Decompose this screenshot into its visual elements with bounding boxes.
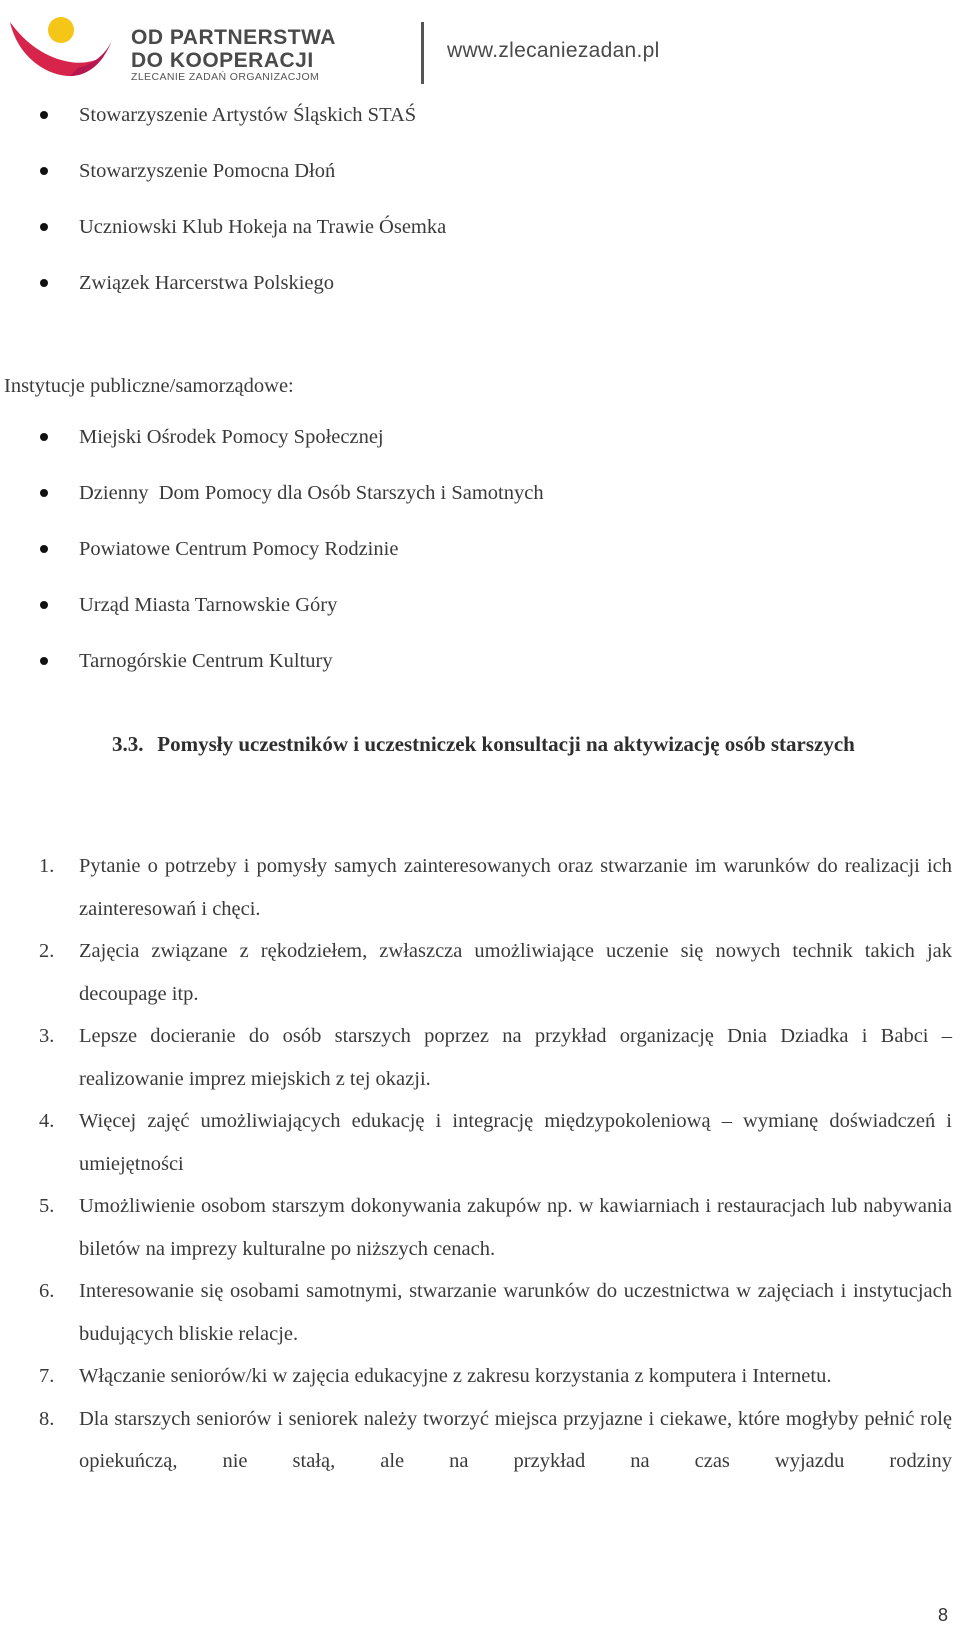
list-item: 5. Umożliwienie osobom starszym dokonywania zakupów np. w kawiarniach i restauracjach lub nabywania biletów na imprezy kulturalne po niższych cenach. [39,1195,952,1260]
website-url: www.zlecaniezadan.pl [447,39,660,62]
section-heading [112,724,960,764]
bullet-icon [40,223,48,231]
bullet-icon [40,601,48,609]
page-header [0,0,960,90]
list-item: 3. Lepsze docieranie do osób starszych poprzez na przykład organizację Dnia Dziadka i Babci – realizowanie imprez miejskich z tej okazji. [39,1025,952,1090]
program-logo-icon [8,10,114,82]
page-number: 8 [938,1605,949,1625]
bullet-icon [40,167,48,175]
list-item: 4. Więcej zajęć umożliwiających edukację i integrację międzypokoleniową – wymianę doświadczeń i umiejętności [39,1110,952,1175]
section-number: 3.3. [112,732,144,756]
bullet-icon [40,279,48,287]
public-institutions-label: Instytucje publiczne/samorządowe: [4,375,294,397]
brand-tagline: ZLECANIE ZADAŃ ORGANIZACJOM [131,71,320,83]
bullet-icon [40,489,48,497]
list-item: 2. Zajęcia związane z rękodziełem, zwłaszcza umożliwiające uczenie się nowych technik takich jak decoupage itp. [39,940,952,1005]
list-item: 1. Pytanie o potrzeby i pomysły samych zainteresowanych oraz stwarzanie im warunków do realizacji ich zainteresowań i chęci. [39,855,952,920]
bullet-icon [40,111,48,119]
section-title: Pomysły uczestników i uczestniczek konsultacji na aktywizację osób starszych [157,732,855,756]
list-item: 6. Interesowanie się osobami samotnymi, stwarzanie warunków do uczestnictwa w zajęciach i instytucjach budujących bliskie relacje. [39,1280,952,1345]
header-divider [421,22,424,84]
bullet-icon [40,545,48,553]
bullet-icon [40,433,48,441]
list-item: 8. Dla starszych seniorów i seniorek należy tworzyć miejsca przyjazne i ciekawe, które mogłyby pełnić rolę opiekuńczą, nie stałą, ale na przykład na czas wyjazdu rodziny [39,1407,952,1472]
brand-name-line1: OD PARTNERSTWA [131,26,336,49]
list-item: 7. Włączanie seniorów/ki w zajęcia edukacyjne z zakresu korzystania z komputera i Internetu. [39,1365,832,1387]
ideas-list [0,845,960,1483]
bullet-icon [40,657,48,665]
brand-name-line2: DO KOOPERACJI [131,49,314,72]
